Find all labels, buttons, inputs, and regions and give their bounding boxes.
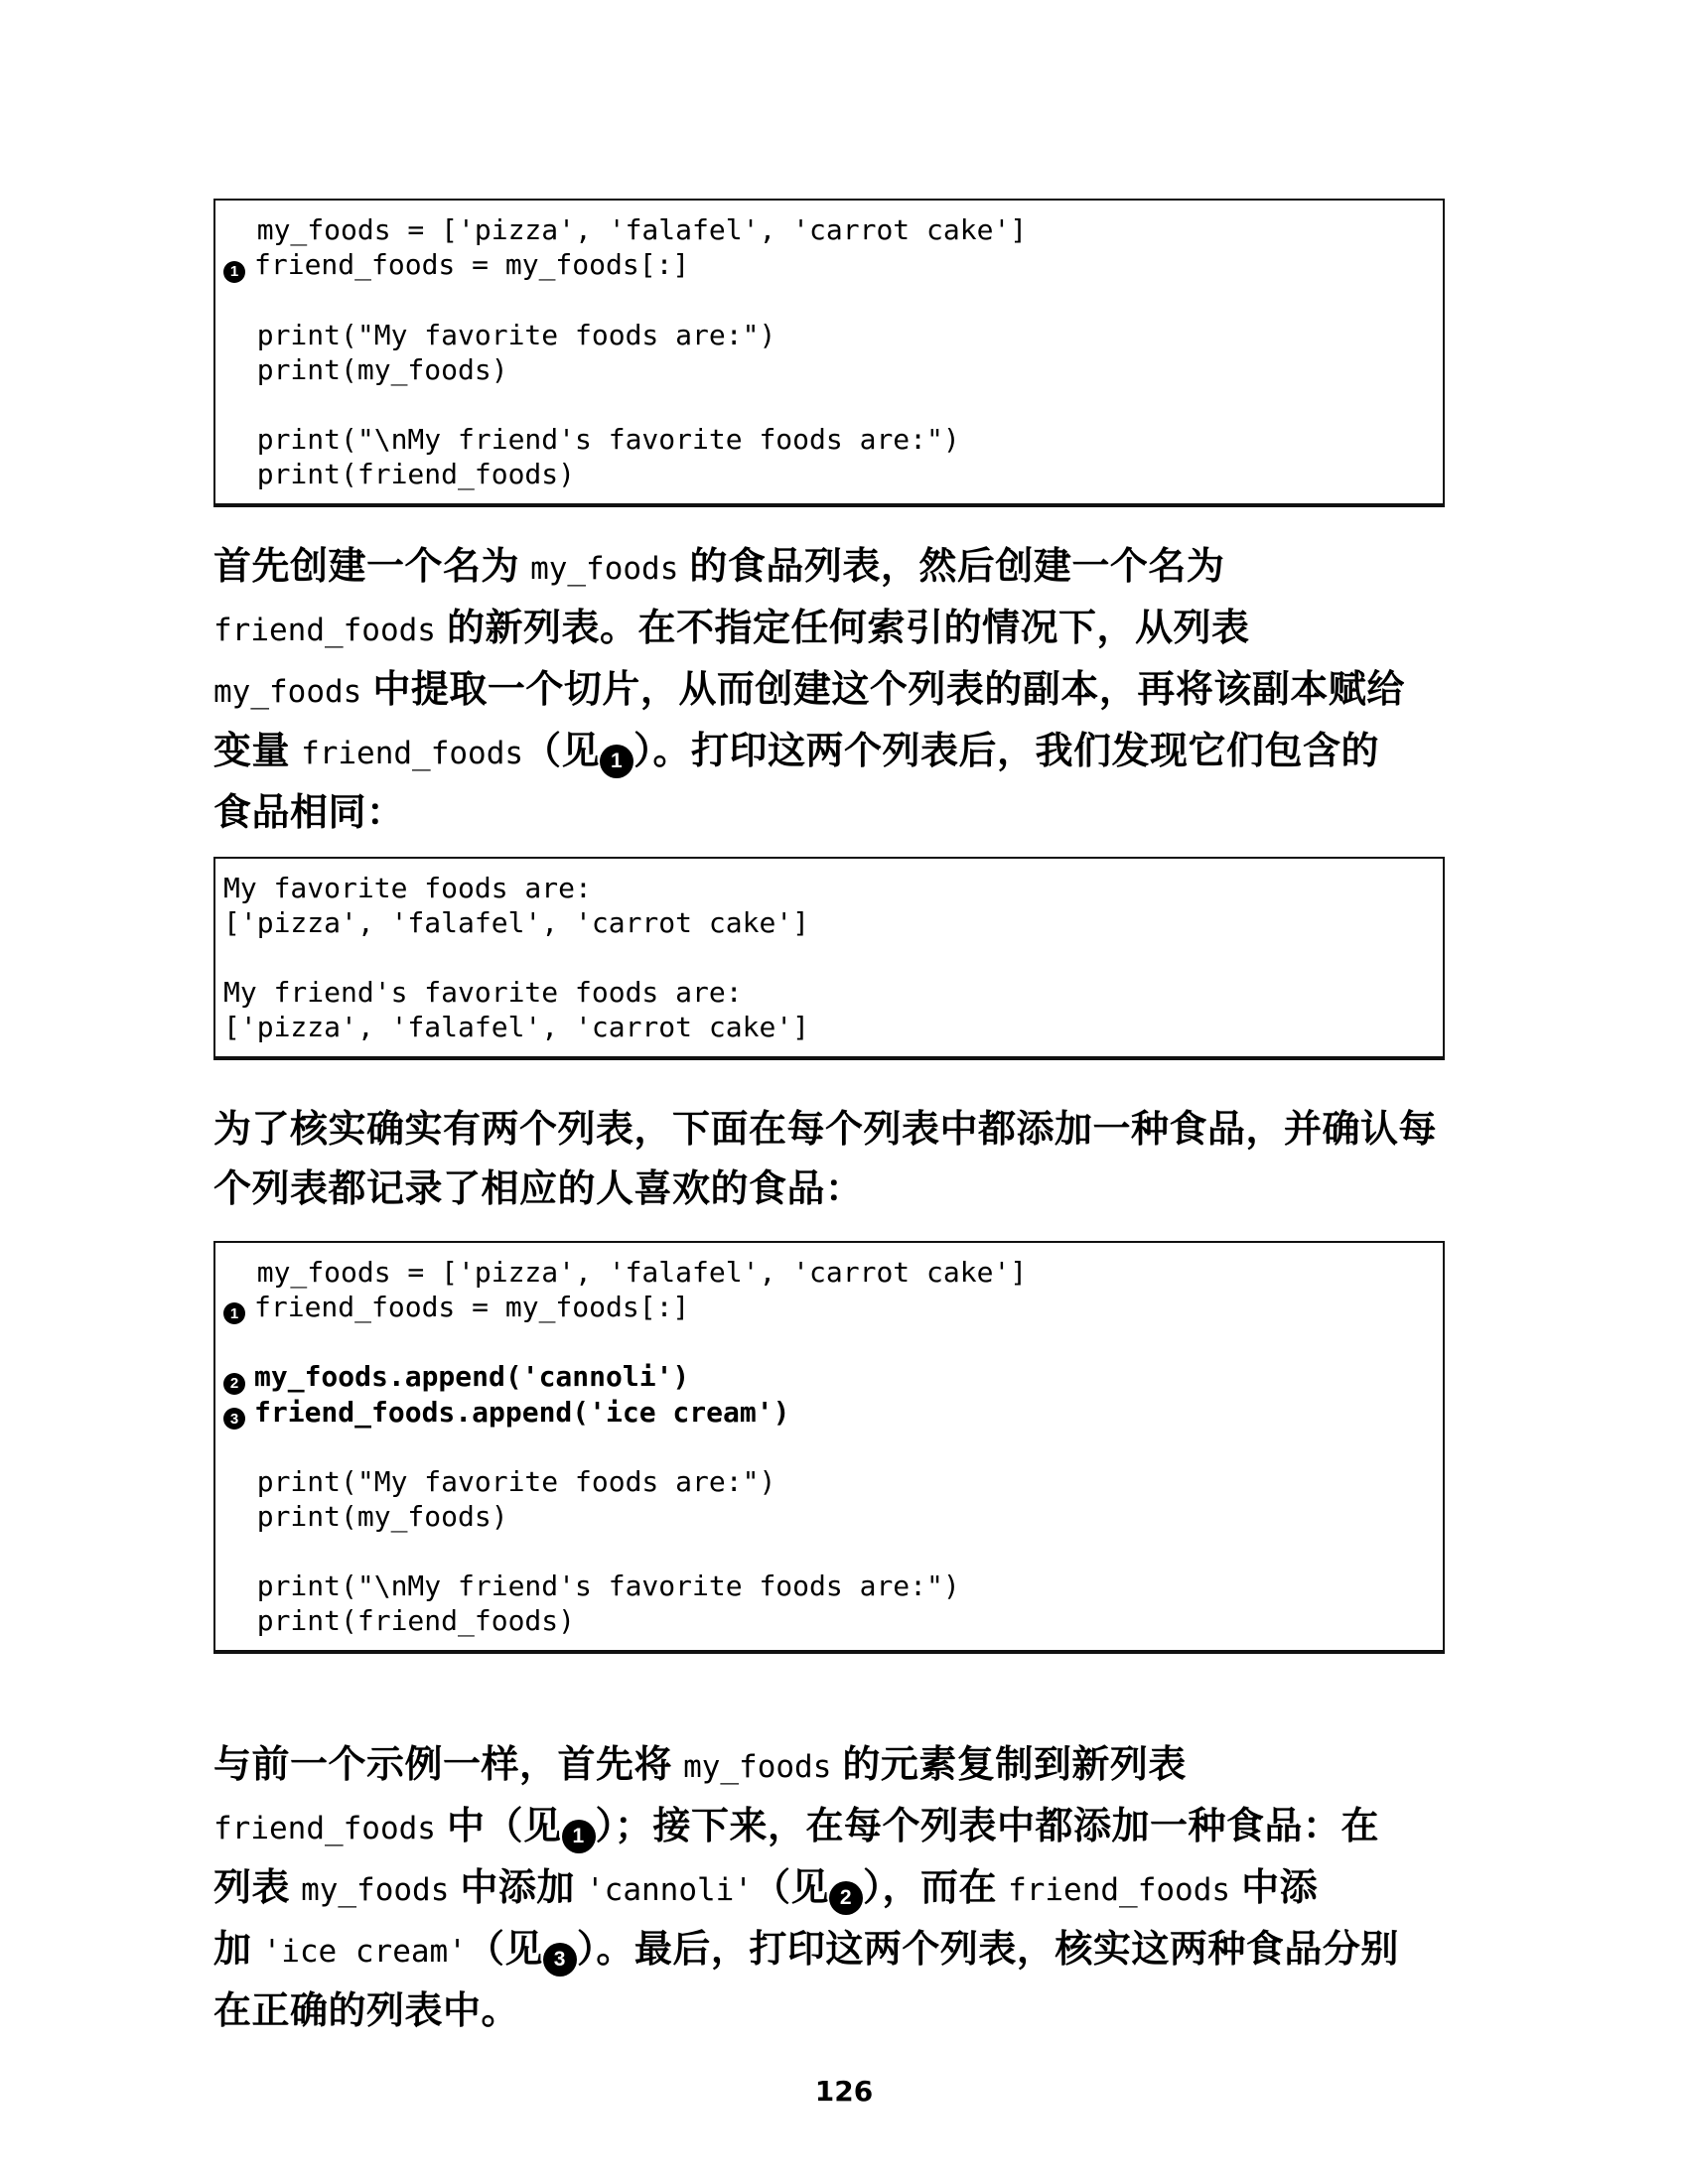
code-line: print("My favorite foods are:") bbox=[223, 1465, 776, 1498]
text-line bbox=[213, 783, 1445, 843]
inline-code: my_foods bbox=[683, 1749, 832, 1785]
code-line: ['pizza', 'falafel', 'carrot cake'] bbox=[223, 1010, 810, 1043]
inline-code: my_foods bbox=[530, 550, 679, 587]
text-line bbox=[213, 537, 1445, 599]
text-line bbox=[213, 1981, 1445, 2041]
code-line: print(my_foods) bbox=[223, 352, 508, 386]
inline-text: 个列表都记录了相应的人喜欢的食品： bbox=[213, 1167, 864, 1210]
inline-text: 的新列表。在不指定任何索引的情况下，从列表 bbox=[435, 607, 1250, 649]
callout-marker: 1 bbox=[600, 745, 633, 778]
inline-text: ），而在 bbox=[863, 1867, 1009, 1909]
inline-text: ）；接下来，在每个列表中都添加一种食品：在 bbox=[595, 1806, 1380, 1847]
code-line bbox=[223, 1534, 1433, 1569]
inline-text: 中提取一个切片，从而创建这个列表的副本，再将该副本赋给 bbox=[361, 668, 1405, 711]
inline-code: friend_foods bbox=[213, 1811, 436, 1846]
callout-marker: 2 bbox=[223, 1373, 245, 1395]
inline-text: 中添 bbox=[1230, 1867, 1319, 1909]
inline-text: 的元素复制到新列表 bbox=[831, 1744, 1187, 1786]
text-line bbox=[213, 1735, 1445, 1797]
inline-code: my_foods bbox=[301, 1872, 450, 1908]
code-line: My friend's favorite foods are: bbox=[223, 975, 743, 1009]
text-line bbox=[213, 1858, 1445, 1920]
page-content-column bbox=[213, 0, 1445, 2041]
code-line: ['pizza', 'falafel', 'carrot cake'] bbox=[223, 905, 810, 939]
code-listing-slice-copy bbox=[213, 199, 1445, 507]
inline-code: friend_foods bbox=[1008, 1872, 1231, 1908]
text-line bbox=[213, 599, 1445, 660]
callout-marker: 3 bbox=[543, 1943, 577, 1977]
callout-marker: 3 bbox=[223, 1408, 245, 1430]
code-line bbox=[223, 940, 1433, 975]
text-line bbox=[213, 1920, 1445, 1981]
code-line: print("\nMy friend's favorite foods are:") bbox=[223, 422, 960, 456]
inline-text: 变量 bbox=[213, 730, 302, 772]
inline-text: （见 bbox=[466, 1929, 543, 1971]
paragraph-append-explanation bbox=[213, 1735, 1445, 2041]
code-line bbox=[223, 283, 1433, 318]
page-number: 126 bbox=[814, 2075, 874, 2108]
inline-text: （见 bbox=[752, 1867, 829, 1909]
text-line bbox=[213, 1797, 1445, 1858]
code-line: print("My favorite foods are:") bbox=[223, 318, 776, 351]
code-line: My favorite foods are: bbox=[223, 871, 592, 904]
inline-code: 'ice cream' bbox=[262, 1934, 467, 1970]
text-line bbox=[213, 1160, 1445, 1219]
text-line bbox=[213, 722, 1445, 783]
inline-text: ）。最后，打印这两个列表，核实这两种食品分别 bbox=[576, 1929, 1399, 1971]
inline-text: 在正确的列表中。 bbox=[213, 1990, 520, 2032]
inline-text: （见 bbox=[523, 730, 601, 772]
code-line: my_foods = ['pizza', 'falafel', 'carrot cake'] bbox=[223, 1255, 1028, 1289]
callout-marker: 1 bbox=[223, 261, 245, 283]
inline-code: 'cannoli' bbox=[586, 1872, 753, 1908]
inline-text: 列表 bbox=[213, 1867, 302, 1909]
code-line bbox=[223, 1324, 1433, 1359]
inline-code: friend_foods bbox=[301, 735, 524, 771]
text-line bbox=[213, 660, 1445, 722]
code-line: print(friend_foods) bbox=[223, 457, 576, 490]
callout-marker: 2 bbox=[829, 1881, 863, 1915]
code-line: print("\nMy friend's favorite foods are:") bbox=[223, 1570, 960, 1602]
inline-text: ）。打印这两个列表后，我们发现它们包含的 bbox=[633, 730, 1380, 772]
inline-text: 加 bbox=[213, 1929, 263, 1971]
inline-text: 的食品列表，然后创建一个名为 bbox=[678, 545, 1225, 588]
paragraph-verify-intro bbox=[213, 1100, 1445, 1219]
inline-text: 首先创建一个名为 bbox=[213, 545, 531, 588]
inline-text: 与前一个示例一样，首先将 bbox=[213, 1744, 684, 1786]
inline-code: friend_foods bbox=[213, 612, 436, 648]
code-line bbox=[223, 387, 1433, 422]
paragraph-slice-explanation bbox=[213, 537, 1445, 843]
code-listing-append-foods bbox=[213, 1241, 1445, 1655]
code-line: 1 friend_foods = my_foods[:] bbox=[223, 1290, 1433, 1325]
inline-text: 食品相同： bbox=[213, 791, 405, 834]
code-line bbox=[223, 1430, 1433, 1464]
code-line: 2 my_foods.append('cannoli') bbox=[223, 1359, 1433, 1395]
output-block-favorite-foods bbox=[213, 857, 1445, 1060]
inline-text: 中添加 bbox=[449, 1867, 586, 1909]
inline-text: 为了核实确实有两个列表，下面在每个列表中都添加一种食品，并确认每 bbox=[213, 1108, 1438, 1151]
code-line: my_foods = ['pizza', 'falafel', 'carrot cake'] bbox=[223, 213, 1028, 246]
callout-marker: 1 bbox=[562, 1820, 596, 1853]
inline-code: my_foods bbox=[213, 673, 362, 710]
inline-text: 中（见 bbox=[435, 1806, 562, 1847]
code-line: 1 friend_foods = my_foods[:] bbox=[223, 247, 1433, 283]
callout-marker: 1 bbox=[223, 1302, 245, 1324]
text-line bbox=[213, 1100, 1445, 1160]
code-line: 3 friend_foods.append('ice cream') bbox=[223, 1395, 1433, 1431]
code-line: print(friend_foods) bbox=[223, 1604, 576, 1637]
code-line: print(my_foods) bbox=[223, 1500, 508, 1533]
